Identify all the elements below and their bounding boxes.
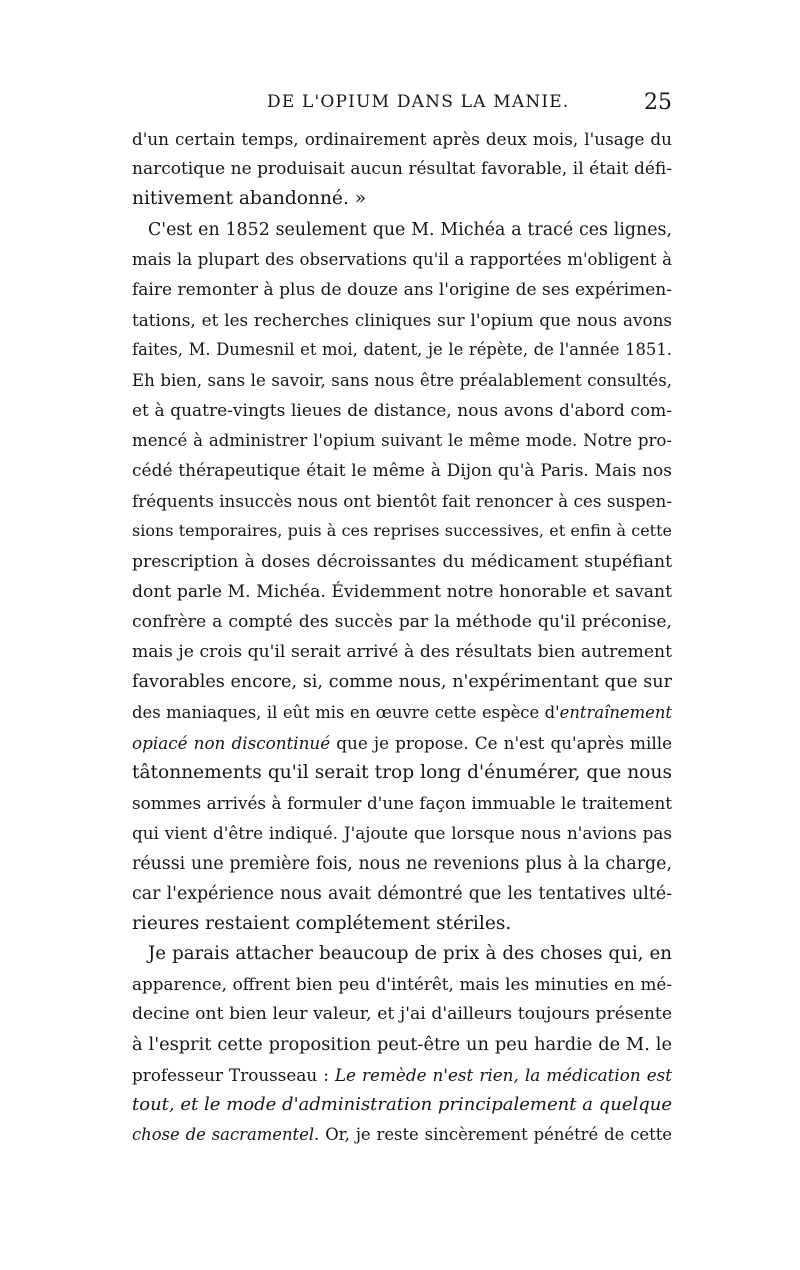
text-line: confrère a compté des succès par la méthode qu'il préconise, [132, 612, 672, 632]
paragraph-start-line: Je parais attacher beaucoup de prix à des choses qui, en [148, 943, 672, 965]
text-line [132, 1120, 672, 1150]
text-segment: des maniaques, il eût mis en œuvre cette espèce d' [132, 702, 560, 722]
text-segment: professeur Trousseau : [132, 1064, 335, 1085]
text-segment: Or, je reste sincèrement pénétré de cette [319, 1125, 672, 1145]
text-line: prescription à doses décroissantes du médicament stupéfiant [132, 551, 672, 572]
text-line: d'un certain temps, ordinairement après deux mois, l'usage du [132, 129, 672, 149]
text-line: mais la plupart des observations qu'il a rapportées m'obligent à [132, 249, 672, 269]
text-line: rieures restaient complétement stériles. [132, 912, 512, 934]
running-head [132, 92, 672, 118]
text-line: nitivement abandonné. » [132, 188, 367, 210]
text-line: mais je crois qu'il serait arrivé à des résultats bien autrement [132, 642, 672, 663]
text-line: mencé à administrer l'opium suivant le même mode. Notre pro- [132, 430, 672, 450]
text-line: faites, M. Dumesnil et moi, datent, je le répète, de l'année 1851. [132, 340, 672, 360]
italic-phrase: entraînement [559, 702, 672, 722]
text-line [132, 1060, 672, 1090]
text-line: favorables encore, si, comme nous, n'expérimentant que sur [132, 672, 672, 693]
text-line: Eh bien, sans le savoir, sans nous être préalablement consultés, [132, 370, 672, 390]
text-line: narcotique ne produisait aucun résultat favorable, il était défi- [132, 159, 672, 180]
text-line: decine ont bien leur valeur, et j'ai d'ailleurs toujours présente [132, 1004, 672, 1025]
text-line: cédé thérapeutique était le même à Dijon qu'à Paris. Mais nos [132, 461, 672, 482]
body-text [132, 124, 672, 1150]
italic-quote: tout, et le mode d'administration principalement a quelque [132, 1094, 672, 1115]
text-line: réussi une première fois, nous ne revenions plus à la charge, [132, 853, 672, 874]
text-line: car l'expérience nous avait démontré que les tentatives ulté- [132, 883, 672, 904]
text-line: tâtonnements qu'il serait trop long d'énumérer, que nous [132, 761, 672, 783]
text-line: qui vient d'être indiqué. J'ajoute que lorsque nous n'avions pas [132, 823, 672, 844]
text-segment: que je propose. Ce n'est qu'après mille [330, 732, 672, 753]
text-line [132, 728, 672, 758]
running-title: DE L'OPIUM DANS LA MANIE. [267, 92, 570, 112]
italic-phrase: opiacé non discontinué [132, 732, 331, 753]
text-line: et à quatre-vingts lieues de distance, nous avons d'abord com- [132, 400, 672, 421]
text-line [132, 1090, 672, 1120]
text-line: sommes arrivés à formuler d'une façon immuable le traitement [132, 793, 672, 814]
page-number: 25 [644, 90, 672, 115]
text-line: à l'esprit cette proposition peut-être un peu hardie de M. le [132, 1033, 672, 1055]
text-line: sions temporaires, puis à ces reprises successives, et enfin à cette [132, 521, 672, 541]
italic-quote: Le remède n'est rien, la médication est [334, 1064, 672, 1085]
text-line: dont parle M. Michéa. Évidemment notre honorable et savant [132, 581, 672, 602]
italic-quote: chose de sacramentel. [132, 1125, 320, 1145]
text-line: tations, et les recherches cliniques sur l'opium que nous avons [132, 310, 672, 331]
text-line: apparence, offrent bien peu d'intérêt, mais les minuties en mé- [132, 974, 672, 995]
paragraph-start-line: C'est en 1852 seulement que M. Michéa a tracé ces lignes, [148, 219, 672, 240]
text-line: fréquents insuccès nous ont bientôt fait renoncer à ces suspen- [132, 491, 672, 512]
text-line: faire remonter à plus de douze ans l'origine de ses expérimen- [132, 279, 672, 300]
text-line [132, 698, 672, 728]
